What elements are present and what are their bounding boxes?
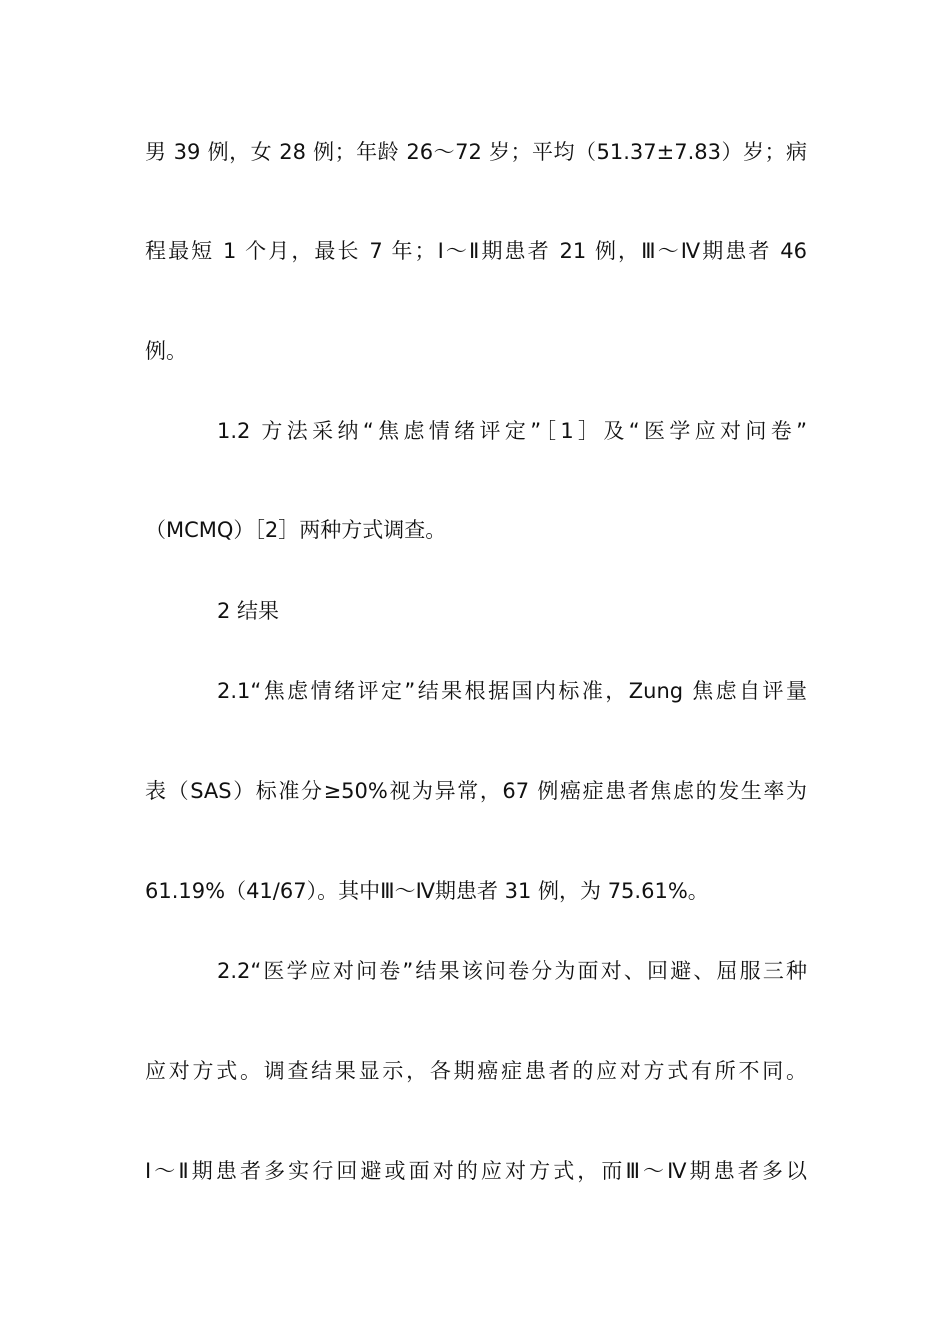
body-text-line: 表（SAS）标准分≥50%视为异常，67 例癌症患者焦虑的发生率为 — [145, 779, 807, 803]
body-text-line: （MCMQ）［2］两种方式调查。 — [145, 518, 447, 542]
body-text-line: 程最短 1 个月，最长 7 年；Ⅰ～Ⅱ期患者 21 例，Ⅲ～Ⅳ期患者 46 — [145, 239, 807, 263]
body-text-line: 61.19%（41/67）。其中Ⅲ～Ⅳ期患者 31 例，为 75.61%。 — [145, 879, 709, 903]
subsection-heading-2-2: 2.2“医学应对问卷”结果该问卷分为面对、回避、屈服三种 — [217, 959, 807, 983]
body-text-line: 男 39 例，女 28 例；年龄 26～72 岁；平均（51.37±7.83）岁；病 — [145, 140, 807, 164]
body-text-line: 例。 — [145, 339, 187, 363]
section-heading-results: 2 结果 — [217, 599, 280, 623]
body-text-line: Ⅰ～Ⅱ期患者多实行回避或面对的应对方式，而Ⅲ～Ⅳ期患者多以 — [145, 1159, 807, 1183]
section-heading-methods: 1.2 方法采纳“焦虑情绪评定”［1］及“医学应对问卷” — [217, 419, 807, 443]
subsection-heading-2-1: 2.1“焦虑情绪评定”结果根据国内标准，Zung 焦虑自评量 — [217, 679, 807, 703]
body-text-line: 应对方式。调查结果显示，各期癌症患者的应对方式有所不同。 — [145, 1059, 807, 1083]
